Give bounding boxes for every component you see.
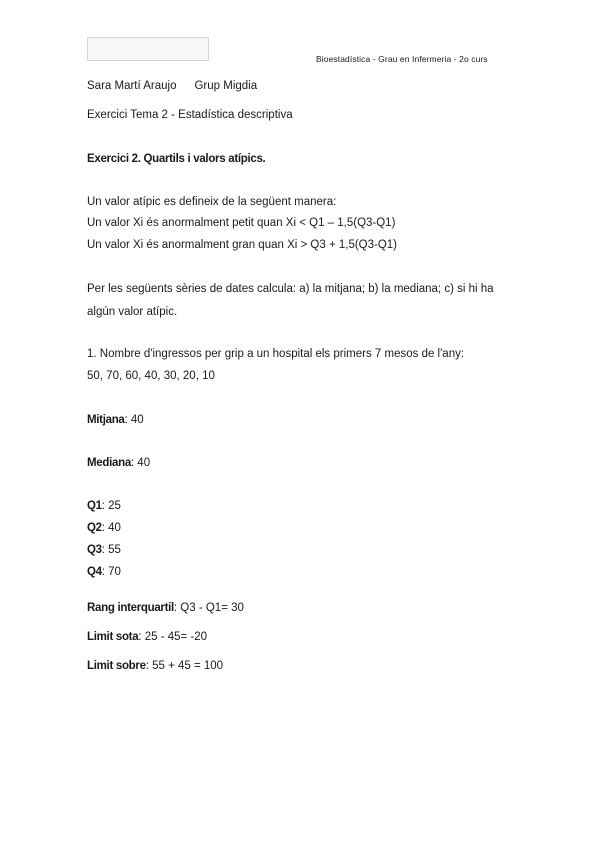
q4-result (87, 566, 121, 578)
definition-low: Un valor Xi és anormalment petit quan Xi < Q1 – 1,5(Q3-Q1) (87, 217, 396, 229)
limit-sota-result (87, 631, 207, 643)
rang-interquartil-label: Rang interquartil (87, 602, 174, 614)
series-description: 1. Nombre d'ingressos per grip a un hospital els primers 7 mesos de l'any: (87, 348, 465, 360)
instructions-line-1: Per les següents sèries de dates calcula: a) la mitjana; b) la mediana; c) si hi ha (87, 283, 494, 295)
author-group: Grup Migdia (194, 80, 258, 92)
course-header: Bioestadística - Grau en Infermeria - 2o curs (316, 54, 488, 64)
q3-value: : 55 (101, 544, 121, 556)
q3-result (87, 544, 121, 556)
q2-result (87, 522, 121, 534)
logo-placeholder (87, 37, 209, 61)
mitjana-value: : 40 (124, 414, 144, 426)
definition-high: Un valor Xi és anormalment gran quan Xi > Q3 + 1,5(Q3-Q1) (87, 239, 398, 251)
q1-result (87, 500, 121, 512)
mediana-value: : 40 (130, 457, 151, 469)
rang-interquartil-value: : Q3 - Q1= 30 (173, 602, 244, 614)
q4-label: Q4 (87, 566, 102, 578)
mitjana-result (87, 414, 144, 426)
limit-sota-label: Limit sota (87, 631, 139, 643)
author-line (87, 80, 257, 92)
q4-value: : 70 (101, 566, 121, 578)
limit-sobre-value: : 55 + 45 = 100 (145, 660, 224, 672)
definition-intro: Un valor atípic es defineix de la següent manera: (87, 196, 337, 208)
q2-label: Q2 (87, 522, 102, 534)
q1-value: : 25 (101, 500, 121, 512)
limit-sota-value: : 25 - 45= -20 (138, 631, 208, 643)
limit-sobre-result (87, 660, 223, 672)
document-subtitle: Exercici Tema 2 - Estadística descriptiva (87, 109, 293, 121)
mitjana-label: Mitjana (87, 414, 125, 426)
series-values: 50, 70, 60, 40, 30, 20, 10 (87, 370, 215, 382)
limit-sobre-label: Limit sobre (87, 660, 146, 672)
rang-interquartil-result (87, 602, 244, 614)
instructions-line-2: algún valor atípic. (87, 306, 178, 318)
q3-label: Q3 (87, 544, 102, 556)
author-name: Sara Martí Araujo (87, 80, 177, 92)
exercise-title: Exercici 2. Quartils i valors atípics. (87, 153, 266, 165)
q1-label: Q1 (87, 500, 102, 512)
mediana-result (87, 457, 150, 469)
mediana-label: Mediana (87, 457, 131, 469)
q2-value: : 40 (101, 522, 121, 534)
